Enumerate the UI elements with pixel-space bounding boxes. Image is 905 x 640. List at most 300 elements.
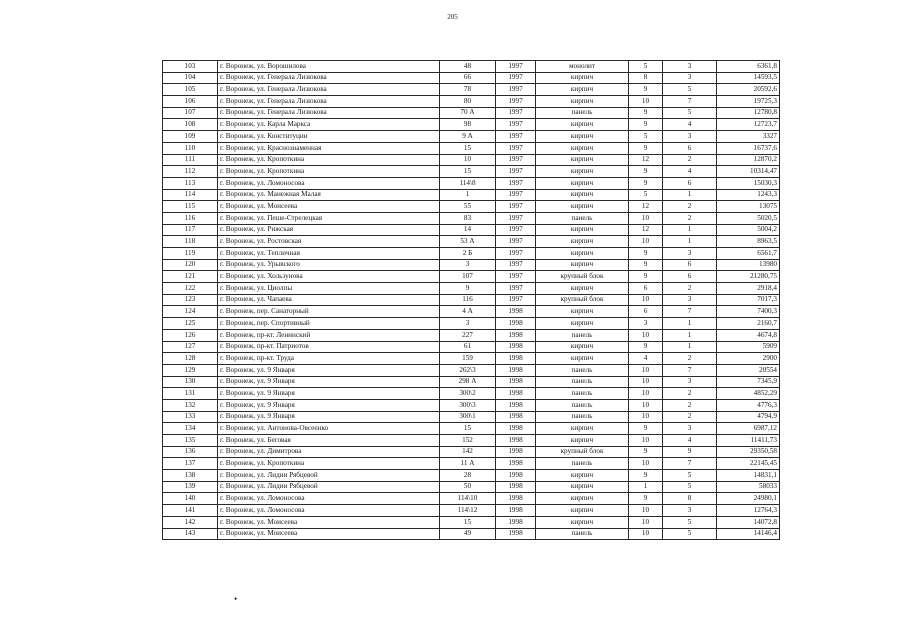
area-cell: 13980 (717, 259, 780, 271)
table-row (163, 177, 780, 189)
house-number-cell: 70 А (440, 107, 496, 119)
table-row (163, 329, 780, 341)
floors-cell: 6 (629, 306, 663, 318)
wall-material-cell: кирпич (536, 516, 629, 528)
row-number-cell: 112 (163, 166, 218, 178)
year-cell: 1997 (496, 224, 536, 236)
address-cell: г. Воронеж, ул. Ломоносова (218, 493, 440, 505)
entrances-cell: 1 (663, 189, 717, 201)
floors-cell: 10 (629, 376, 663, 388)
table-row (163, 236, 780, 248)
area-cell: 11411,73 (717, 435, 780, 447)
address-cell: г. Воронеж, ул. Генерала Лизюкова (218, 84, 440, 96)
entrances-cell: 5 (663, 516, 717, 528)
year-cell: 1998 (496, 306, 536, 318)
floors-cell: 9 (629, 446, 663, 458)
wall-material-cell: панель (536, 329, 629, 341)
year-cell: 1998 (496, 458, 536, 470)
address-cell: г. Воронеж, ул. Генерала Лизюкова (218, 72, 440, 84)
address-cell: г. Воронеж, ул. Кропоткина (218, 166, 440, 178)
floors-cell: 10 (629, 388, 663, 400)
house-number-cell: 78 (440, 84, 496, 96)
row-number-cell: 139 (163, 481, 218, 493)
wall-material-cell: кирпич (536, 283, 629, 295)
house-number-cell: 50 (440, 481, 496, 493)
row-number-cell: 127 (163, 341, 218, 353)
area-cell: 14146,4 (717, 528, 780, 540)
row-number-cell: 114 (163, 189, 218, 201)
table-row (163, 388, 780, 400)
area-cell: 15030,3 (717, 177, 780, 189)
year-cell: 1998 (496, 376, 536, 388)
area-cell: 22145,45 (717, 458, 780, 470)
floors-cell: 12 (629, 224, 663, 236)
housing-registry-table (162, 60, 780, 540)
floors-cell: 5 (629, 189, 663, 201)
area-cell: 4794,9 (717, 411, 780, 423)
address-cell: г. Воронеж, ул. 9 Января (218, 399, 440, 411)
house-number-cell: 9 (440, 283, 496, 295)
floors-cell: 9 (629, 177, 663, 189)
address-cell: г. Воронеж, пр-кт. Патриотов (218, 341, 440, 353)
entrances-cell: 5 (663, 84, 717, 96)
table-row (163, 458, 780, 470)
table-row (163, 353, 780, 365)
area-cell: 20554 (717, 364, 780, 376)
year-cell: 1997 (496, 96, 536, 108)
table-row (163, 189, 780, 201)
address-cell: г. Воронеж, ул. Ворошилова (218, 61, 440, 73)
table-row (163, 505, 780, 517)
floors-cell: 5 (629, 131, 663, 143)
entrances-cell: 2 (663, 353, 717, 365)
entrances-cell: 6 (663, 271, 717, 283)
house-number-cell: 152 (440, 435, 496, 447)
floors-cell: 3 (629, 318, 663, 330)
wall-material-cell: кирпич (536, 142, 629, 154)
entrances-cell: 6 (663, 177, 717, 189)
wall-material-cell: кирпич (536, 353, 629, 365)
house-number-cell: 300\3 (440, 399, 496, 411)
floors-cell: 9 (629, 142, 663, 154)
wall-material-cell: панель (536, 388, 629, 400)
wall-material-cell: панель (536, 528, 629, 540)
house-number-cell: 48 (440, 61, 496, 73)
entrances-cell: 2 (663, 212, 717, 224)
wall-material-cell: панель (536, 411, 629, 423)
address-cell: г. Воронеж, ул. Краснознаменная (218, 142, 440, 154)
row-number-cell: 124 (163, 306, 218, 318)
entrances-cell: 5 (663, 481, 717, 493)
area-cell: 6361,8 (717, 61, 780, 73)
wall-material-cell: кирпич (536, 470, 629, 482)
wall-material-cell: крупный блок (536, 294, 629, 306)
area-cell: 12764,3 (717, 505, 780, 517)
area-cell: 7345,9 (717, 376, 780, 388)
area-cell: 14831,1 (717, 470, 780, 482)
address-cell: г. Воронеж, пр-кт. Труда (218, 353, 440, 365)
house-number-cell: 83 (440, 212, 496, 224)
house-number-cell: 114\12 (440, 505, 496, 517)
floors-cell: 9 (629, 107, 663, 119)
floors-cell: 10 (629, 236, 663, 248)
year-cell: 1998 (496, 493, 536, 505)
house-number-cell: 114\8 (440, 177, 496, 189)
row-number-cell: 132 (163, 399, 218, 411)
house-number-cell: 107 (440, 271, 496, 283)
address-cell: г. Воронеж, ул. Урывского (218, 259, 440, 271)
house-number-cell: 49 (440, 528, 496, 540)
floors-cell: 10 (629, 329, 663, 341)
entrances-cell: 1 (663, 329, 717, 341)
house-number-cell: 15 (440, 423, 496, 435)
floors-cell: 10 (629, 528, 663, 540)
floors-cell: 12 (629, 154, 663, 166)
entrances-cell: 3 (663, 423, 717, 435)
address-cell: г. Воронеж, ул. Димитрова (218, 446, 440, 458)
row-number-cell: 133 (163, 411, 218, 423)
address-cell: г. Воронеж, ул. Моисеева (218, 516, 440, 528)
address-cell: г. Воронеж, ул. Ростовская (218, 236, 440, 248)
row-number-cell: 138 (163, 470, 218, 482)
entrances-cell: 5 (663, 528, 717, 540)
floors-cell: 6 (629, 283, 663, 295)
year-cell: 1998 (496, 318, 536, 330)
address-cell: г. Воронеж, ул. Лидии Рябцевой (218, 481, 440, 493)
row-number-cell: 129 (163, 364, 218, 376)
address-cell: г. Воронеж, ул. Хользунова (218, 271, 440, 283)
area-cell: 13075 (717, 201, 780, 213)
address-cell: г. Воронеж, ул. Рижская (218, 224, 440, 236)
row-number-cell: 107 (163, 107, 218, 119)
house-number-cell: 4 А (440, 306, 496, 318)
year-cell: 1997 (496, 259, 536, 271)
year-cell: 1997 (496, 248, 536, 260)
year-cell: 1997 (496, 212, 536, 224)
address-cell: г. Воронеж, ул. Пеше-Стрелецкая (218, 212, 440, 224)
table-body (163, 61, 780, 540)
floors-cell: 1 (629, 481, 663, 493)
year-cell: 1998 (496, 423, 536, 435)
year-cell: 1998 (496, 435, 536, 447)
row-number-cell: 103 (163, 61, 218, 73)
address-cell: г. Воронеж, пер. Санаторный (218, 306, 440, 318)
wall-material-cell: панель (536, 212, 629, 224)
address-cell: г. Воронеж, ул. 9 Января (218, 411, 440, 423)
entrances-cell: 3 (663, 505, 717, 517)
area-cell: 16737,6 (717, 142, 780, 154)
year-cell: 1997 (496, 119, 536, 131)
row-number-cell: 113 (163, 177, 218, 189)
area-cell: 2900 (717, 353, 780, 365)
table-row (163, 201, 780, 213)
area-cell: 1243,3 (717, 189, 780, 201)
house-number-cell: 142 (440, 446, 496, 458)
year-cell: 1997 (496, 283, 536, 295)
house-number-cell: 2 Б (440, 248, 496, 260)
floors-cell: 10 (629, 411, 663, 423)
row-number-cell: 140 (163, 493, 218, 505)
area-cell: 8963,5 (717, 236, 780, 248)
floors-cell: 10 (629, 458, 663, 470)
entrances-cell: 3 (663, 131, 717, 143)
entrances-cell: 2 (663, 388, 717, 400)
address-cell: г. Воронеж, ул. Карла Маркса (218, 119, 440, 131)
entrances-cell: 6 (663, 259, 717, 271)
table-row (163, 212, 780, 224)
year-cell: 1998 (496, 516, 536, 528)
entrances-cell: 2 (663, 283, 717, 295)
row-number-cell: 105 (163, 84, 218, 96)
floors-cell: 9 (629, 341, 663, 353)
floors-cell: 10 (629, 435, 663, 447)
area-cell: 5020,5 (717, 212, 780, 224)
area-cell: 12723,7 (717, 119, 780, 131)
entrances-cell: 4 (663, 119, 717, 131)
entrances-cell: 3 (663, 248, 717, 260)
row-number-cell: 141 (163, 505, 218, 517)
address-cell: г. Воронеж, ул. Моисеева (218, 201, 440, 213)
year-cell: 1998 (496, 364, 536, 376)
entrances-cell: 1 (663, 224, 717, 236)
floors-cell: 10 (629, 96, 663, 108)
address-cell: г. Воронеж, ул. Кропоткина (218, 154, 440, 166)
floors-cell: 10 (629, 294, 663, 306)
floors-cell: 9 (629, 271, 663, 283)
floors-cell: 9 (629, 493, 663, 505)
wall-material-cell: панель (536, 458, 629, 470)
house-number-cell: 1 (440, 189, 496, 201)
floors-cell: 9 (629, 259, 663, 271)
entrances-cell: 7 (663, 458, 717, 470)
address-cell: г. Воронеж, ул. Генерала Лизюкова (218, 107, 440, 119)
address-cell: г. Воронеж, ул. Генерала Лизюкова (218, 96, 440, 108)
wall-material-cell: панель (536, 376, 629, 388)
entrances-cell: 7 (663, 364, 717, 376)
entrances-cell: 4 (663, 166, 717, 178)
wall-material-cell: кирпич (536, 259, 629, 271)
wall-material-cell: кирпич (536, 493, 629, 505)
table-row (163, 318, 780, 330)
year-cell: 1998 (496, 481, 536, 493)
area-cell: 5909 (717, 341, 780, 353)
address-cell: г. Воронеж, ул. 9 Января (218, 388, 440, 400)
table-row (163, 72, 780, 84)
stray-mark: • (234, 594, 238, 604)
wall-material-cell: кирпич (536, 72, 629, 84)
row-number-cell: 125 (163, 318, 218, 330)
wall-material-cell: кирпич (536, 481, 629, 493)
row-number-cell: 108 (163, 119, 218, 131)
year-cell: 1997 (496, 177, 536, 189)
wall-material-cell: кирпич (536, 96, 629, 108)
area-cell: 6987,12 (717, 423, 780, 435)
row-number-cell: 130 (163, 376, 218, 388)
table-row (163, 516, 780, 528)
floors-cell: 9 (629, 470, 663, 482)
year-cell: 1998 (496, 388, 536, 400)
house-number-cell: 159 (440, 353, 496, 365)
house-number-cell: 114\10 (440, 493, 496, 505)
area-cell: 3327 (717, 131, 780, 143)
area-cell: 14593,5 (717, 72, 780, 84)
area-cell: 19725,3 (717, 96, 780, 108)
entrances-cell: 4 (663, 435, 717, 447)
house-number-cell: 14 (440, 224, 496, 236)
floors-cell: 10 (629, 212, 663, 224)
table-row (163, 294, 780, 306)
table-row (163, 154, 780, 166)
wall-material-cell: кирпич (536, 224, 629, 236)
wall-material-cell: монолит (536, 61, 629, 73)
year-cell: 1997 (496, 154, 536, 166)
row-number-cell: 142 (163, 516, 218, 528)
entrances-cell: 1 (663, 236, 717, 248)
table-row (163, 399, 780, 411)
table-row (163, 131, 780, 143)
year-cell: 1997 (496, 236, 536, 248)
table-row (163, 306, 780, 318)
table-row (163, 528, 780, 540)
wall-material-cell: кирпич (536, 166, 629, 178)
area-cell: 58033 (717, 481, 780, 493)
wall-material-cell: кирпич (536, 435, 629, 447)
floors-cell: 12 (629, 201, 663, 213)
house-number-cell: 10 (440, 154, 496, 166)
wall-material-cell: кирпич (536, 154, 629, 166)
house-number-cell: 300\1 (440, 411, 496, 423)
entrances-cell: 5 (663, 107, 717, 119)
row-number-cell: 111 (163, 154, 218, 166)
entrances-cell: 3 (663, 72, 717, 84)
row-number-cell: 120 (163, 259, 218, 271)
area-cell: 2160,7 (717, 318, 780, 330)
address-cell: г. Воронеж, ул. Чапаева (218, 294, 440, 306)
house-number-cell: 66 (440, 72, 496, 84)
row-number-cell: 117 (163, 224, 218, 236)
year-cell: 1997 (496, 84, 536, 96)
row-number-cell: 137 (163, 458, 218, 470)
table-row (163, 364, 780, 376)
wall-material-cell: панель (536, 364, 629, 376)
address-cell: г. Воронеж, ул. 9 Января (218, 376, 440, 388)
year-cell: 1997 (496, 294, 536, 306)
entrances-cell: 2 (663, 399, 717, 411)
address-cell: г. Воронеж, ул. Беговая (218, 435, 440, 447)
area-cell: 2918,4 (717, 283, 780, 295)
table-row (163, 446, 780, 458)
house-number-cell: 227 (440, 329, 496, 341)
table-row (163, 376, 780, 388)
house-number-cell: 116 (440, 294, 496, 306)
address-cell: г. Воронеж, ул. Конституции (218, 131, 440, 143)
address-cell: г. Воронеж, ул. Ломоносова (218, 505, 440, 517)
year-cell: 1997 (496, 131, 536, 143)
table-row (163, 423, 780, 435)
house-number-cell: 3 (440, 318, 496, 330)
address-cell: г. Воронеж, ул. Тепличная (218, 248, 440, 260)
area-cell: 12870,2 (717, 154, 780, 166)
table-row (163, 470, 780, 482)
table-row (163, 119, 780, 131)
address-cell: г. Воронеж, пер. Спортивный (218, 318, 440, 330)
year-cell: 1997 (496, 107, 536, 119)
row-number-cell: 110 (163, 142, 218, 154)
year-cell: 1997 (496, 72, 536, 84)
year-cell: 1998 (496, 353, 536, 365)
row-number-cell: 135 (163, 435, 218, 447)
table-row (163, 271, 780, 283)
row-number-cell: 122 (163, 283, 218, 295)
row-number-cell: 143 (163, 528, 218, 540)
entrances-cell: 5 (663, 470, 717, 482)
wall-material-cell: панель (536, 399, 629, 411)
entrances-cell: 2 (663, 154, 717, 166)
table-row (163, 435, 780, 447)
entrances-cell: 3 (663, 61, 717, 73)
area-cell: 21280,75 (717, 271, 780, 283)
area-cell: 6561,7 (717, 248, 780, 260)
address-cell: г. Воронеж, ул. Антонова-Овсеенко (218, 423, 440, 435)
year-cell: 1997 (496, 201, 536, 213)
year-cell: 1998 (496, 411, 536, 423)
page-number: 205 (447, 13, 458, 21)
wall-material-cell: кирпич (536, 131, 629, 143)
wall-material-cell: кирпич (536, 505, 629, 517)
floors-cell: 10 (629, 516, 663, 528)
table-row (163, 107, 780, 119)
floors-cell: 4 (629, 353, 663, 365)
house-number-cell: 15 (440, 516, 496, 528)
address-cell: г. Воронеж, ул. 9 Января (218, 364, 440, 376)
year-cell: 1998 (496, 399, 536, 411)
year-cell: 1998 (496, 505, 536, 517)
wall-material-cell: кирпич (536, 318, 629, 330)
row-number-cell: 126 (163, 329, 218, 341)
house-number-cell: 55 (440, 201, 496, 213)
floors-cell: 10 (629, 399, 663, 411)
year-cell: 1997 (496, 142, 536, 154)
house-number-cell: 9 А (440, 131, 496, 143)
address-cell: г. Воронеж, ул. Лидии Рябцевой (218, 470, 440, 482)
entrances-cell: 1 (663, 318, 717, 330)
row-number-cell: 121 (163, 271, 218, 283)
row-number-cell: 109 (163, 131, 218, 143)
floors-cell: 8 (629, 72, 663, 84)
table-row (163, 166, 780, 178)
row-number-cell: 118 (163, 236, 218, 248)
house-number-cell: 262\3 (440, 364, 496, 376)
house-number-cell: 15 (440, 142, 496, 154)
entrances-cell: 2 (663, 411, 717, 423)
wall-material-cell: крупный блок (536, 446, 629, 458)
year-cell: 1998 (496, 329, 536, 341)
year-cell: 1997 (496, 61, 536, 73)
year-cell: 1998 (496, 470, 536, 482)
floors-cell: 10 (629, 505, 663, 517)
year-cell: 1998 (496, 446, 536, 458)
wall-material-cell: кирпич (536, 189, 629, 201)
area-cell: 5004,2 (717, 224, 780, 236)
entrances-cell: 7 (663, 306, 717, 318)
row-number-cell: 131 (163, 388, 218, 400)
entrances-cell: 7 (663, 96, 717, 108)
wall-material-cell: кирпич (536, 306, 629, 318)
table-row (163, 84, 780, 96)
table-row (163, 283, 780, 295)
table-row (163, 61, 780, 73)
entrances-cell: 8 (663, 493, 717, 505)
